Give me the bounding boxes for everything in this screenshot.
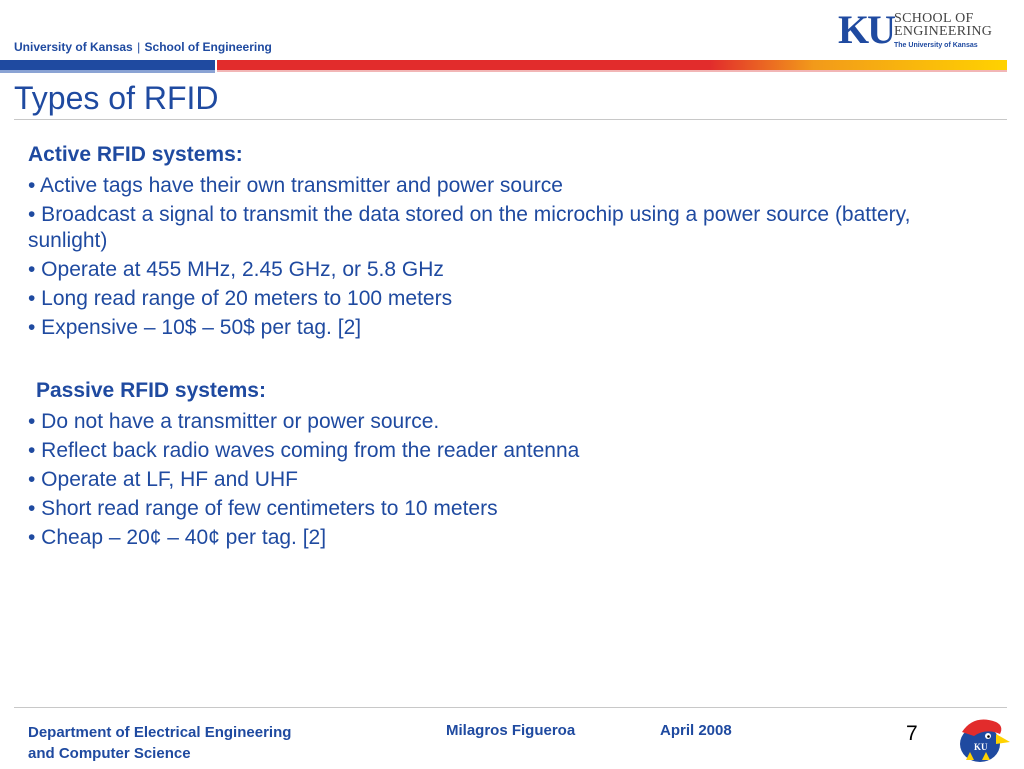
- department-line1: Department of Electrical Engineering: [28, 724, 292, 741]
- active-item: • Long read range of 20 meters to 100 meters: [28, 287, 453, 310]
- passive-item: • Do not have a transmitter or power source.: [28, 410, 440, 433]
- header-bar-red-underline: [217, 70, 1007, 72]
- footer-date: April 2008: [660, 722, 732, 739]
- jayhawk-icon: [952, 712, 1012, 764]
- active-item: • Active tags have their own transmitter and power source: [28, 174, 563, 197]
- university-name: University of Kansas: [14, 40, 133, 54]
- active-item: • Broadcast a signal to transmit the data stored on the microchip using a power source (battery, sunlight): [28, 203, 911, 252]
- slide-title: Types of RFID: [14, 80, 219, 116]
- active-item: • Operate at 455 MHz, 2.45 GHz, or 5.8 GHz: [28, 258, 444, 281]
- passive-item: • Cheap – 20¢ – 40¢ per tag. [2]: [28, 526, 327, 549]
- svg-text:KU: KU: [974, 742, 988, 752]
- header-bar-blue: [0, 60, 215, 70]
- department-line2: and Computer Science: [28, 745, 191, 762]
- logo-ku: KU: [838, 7, 894, 52]
- school-name: School of Engineering: [144, 40, 272, 54]
- slide-content: [28, 140, 928, 551]
- active-item: • Expensive – 10$ – 50$ per tag. [2]: [28, 316, 362, 339]
- header-bar-gradient: [710, 60, 1007, 70]
- header-bar-blue-underline: [0, 70, 215, 73]
- page-number: 7: [906, 722, 918, 745]
- footer-divider: [14, 707, 1007, 708]
- logo-line1: SCHOOL OF: [894, 11, 974, 26]
- active-heading: Active RFID systems:: [28, 143, 243, 166]
- logo-school-text: [894, 12, 992, 38]
- ku-school-logo: [838, 7, 1008, 54]
- passive-item: • Operate at LF, HF and UHF: [28, 468, 298, 491]
- header-separator: |: [137, 40, 141, 54]
- passive-item: • Reflect back radio waves coming from the reader antenna: [28, 439, 580, 462]
- title-divider: [14, 119, 1007, 120]
- header-university: [14, 40, 272, 54]
- passive-heading: Passive RFID systems:: [36, 379, 266, 402]
- section-gap: [28, 341, 928, 371]
- footer-department: [28, 722, 291, 764]
- logo-subtitle: The University of Kansas: [894, 42, 978, 49]
- footer-author: Milagros Figueroa: [446, 722, 576, 739]
- passive-item: • Short read range of few centimeters to 10 meters: [28, 497, 498, 520]
- logo-line2: ENGINEERING: [894, 24, 993, 39]
